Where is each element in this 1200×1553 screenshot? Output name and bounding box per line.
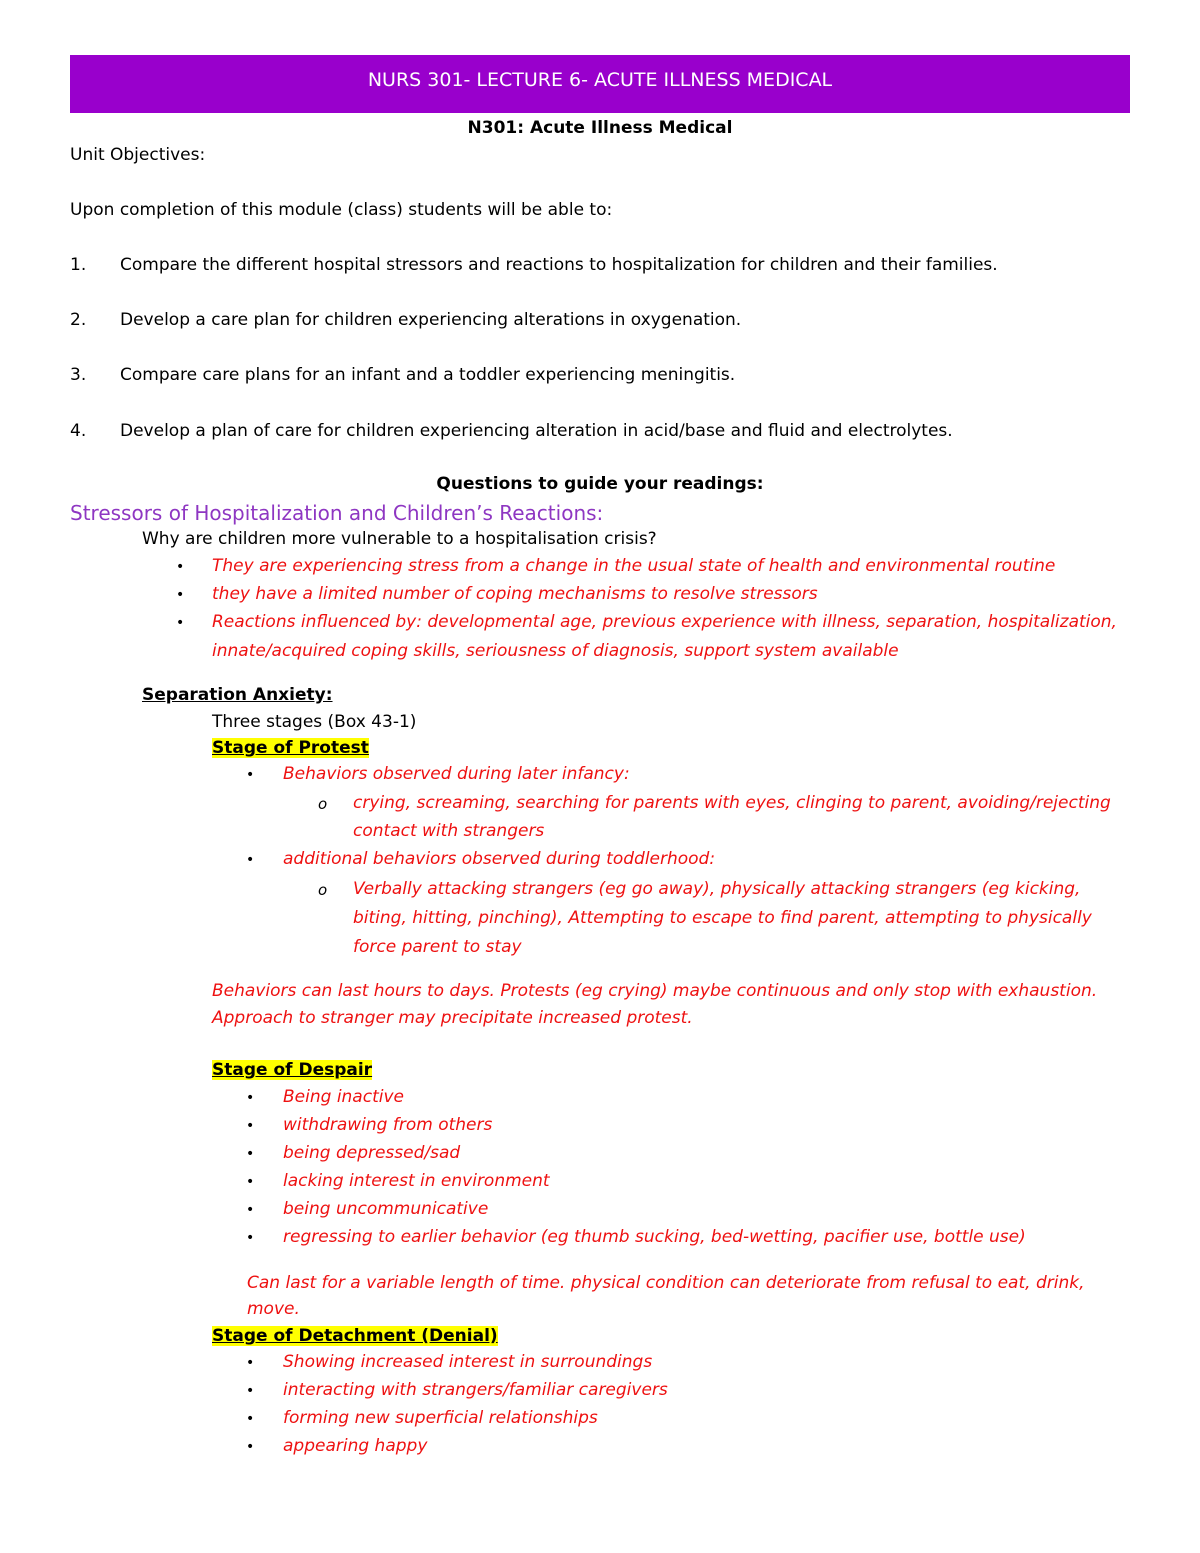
bullet-icon: •: [246, 1439, 255, 1455]
sub-list-item-continuation: biting, hitting, pinching), Attempting to escape to find parent, attempting to physically: [353, 908, 1092, 928]
list-item: Being inactive: [283, 1087, 404, 1107]
list-item: Showing increased interest in surroundings: [283, 1352, 653, 1372]
bullet-icon: •: [246, 1146, 255, 1162]
objective-number: 1.: [70, 255, 87, 275]
title-banner: NURS 301- LECTURE 6- ACUTE ILLNESS MEDICAL: [70, 55, 1130, 113]
objective-text: Compare care plans for an infant and a toddler experiencing meningitis.: [120, 365, 736, 385]
list-item: they have a limited number of coping mechanisms to resolve stressors: [212, 584, 818, 604]
stage-heading: Stage of Despair: [212, 1060, 373, 1080]
sub-list-item: crying, screaming, searching for parents with eyes, clinging to parent, avoiding/rejecting: [353, 793, 1111, 813]
stage-note: Approach to stranger may precipitate increased protest.: [212, 1008, 693, 1028]
list-item: interacting with strangers/familiar caregivers: [283, 1380, 668, 1400]
sub-list-item: Verbally attacking strangers (eg go away), physically attacking strangers (eg kicking,: [353, 879, 1081, 899]
list-item: lacking interest in environment: [283, 1171, 550, 1191]
bullet-icon: •: [246, 1230, 255, 1246]
list-item: Behaviors observed during later infancy:: [283, 764, 630, 784]
list-item: additional behaviors observed during toddlerhood:: [283, 849, 716, 869]
bullet-icon: •: [246, 1202, 255, 1218]
stage-note: move.: [247, 1299, 300, 1319]
unit-objectives-label: Unit Objectives:: [70, 145, 206, 165]
bullet-icon: •: [246, 1411, 255, 1427]
stage-heading: Stage of Protest: [212, 738, 369, 758]
objective-number: 2.: [70, 310, 87, 330]
bullet-icon: •: [246, 1090, 255, 1106]
bullet-icon: •: [246, 767, 255, 783]
stage-note: Behaviors can last hours to days. Protests (eg crying) maybe continuous and only stop with exhaustion.: [212, 981, 1098, 1001]
why-question: Why are children more vulnerable to a hospitalisation crisis?: [142, 529, 657, 549]
list-item: Reactions influenced by: developmental age, previous experience with illness, separation, hospitalization,: [212, 612, 1117, 632]
sub-list-item-continuation: force parent to stay: [353, 937, 522, 957]
document-subtitle: N301: Acute Illness Medical: [467, 118, 733, 138]
section-heading: Stressors of Hospitalization and Children’s Reactions:: [70, 501, 604, 525]
circle-bullet-icon: o: [318, 881, 328, 899]
bullet-icon: •: [246, 1174, 255, 1190]
intro-text: Upon completion of this module (class) students will be able to:: [70, 200, 613, 220]
list-item: withdrawing from others: [283, 1115, 493, 1135]
three-stages-text: Three stages (Box 43-1): [212, 712, 417, 732]
list-item-continuation: innate/acquired coping skills, seriousness of diagnosis, support system available: [212, 641, 899, 661]
sub-list-item-continuation: contact with strangers: [353, 821, 545, 841]
list-item: regressing to earlier behavior (eg thumb sucking, bed-wetting, pacifier use, bottle use): [283, 1227, 1026, 1247]
objective-number: 3.: [70, 365, 87, 385]
stage-heading: Stage of Detachment (Denial): [212, 1326, 498, 1346]
objective-text: Develop a plan of care for children experiencing alteration in acid/base and fluid and electrolytes.: [120, 421, 953, 441]
bullet-icon: •: [246, 1118, 255, 1134]
list-item: being uncommunicative: [283, 1199, 489, 1219]
objective-text: Develop a care plan for children experiencing alterations in oxygenation.: [120, 310, 742, 330]
bullet-icon: •: [176, 615, 185, 631]
objective-number: 4.: [70, 421, 87, 441]
bullet-icon: •: [246, 1383, 255, 1399]
list-item: They are experiencing stress from a change in the usual state of health and environmental routine: [212, 556, 1056, 576]
bullet-icon: •: [246, 1355, 255, 1371]
list-item: being depressed/sad: [283, 1143, 461, 1163]
bullet-icon: •: [176, 559, 185, 575]
stage-note: Can last for a variable length of time. physical condition can deteriorate from refusal to eat, drink,: [247, 1273, 1085, 1293]
separation-anxiety-heading: Separation Anxiety:: [142, 685, 333, 705]
bullet-icon: •: [176, 587, 185, 603]
circle-bullet-icon: o: [318, 795, 328, 813]
objective-text: Compare the different hospital stressors and reactions to hospitalization for children and their families.: [120, 255, 998, 275]
list-item: appearing happy: [283, 1436, 428, 1456]
list-item: forming new superficial relationships: [283, 1408, 598, 1428]
bullet-icon: •: [246, 852, 255, 868]
questions-heading: Questions to guide your readings:: [436, 474, 764, 494]
